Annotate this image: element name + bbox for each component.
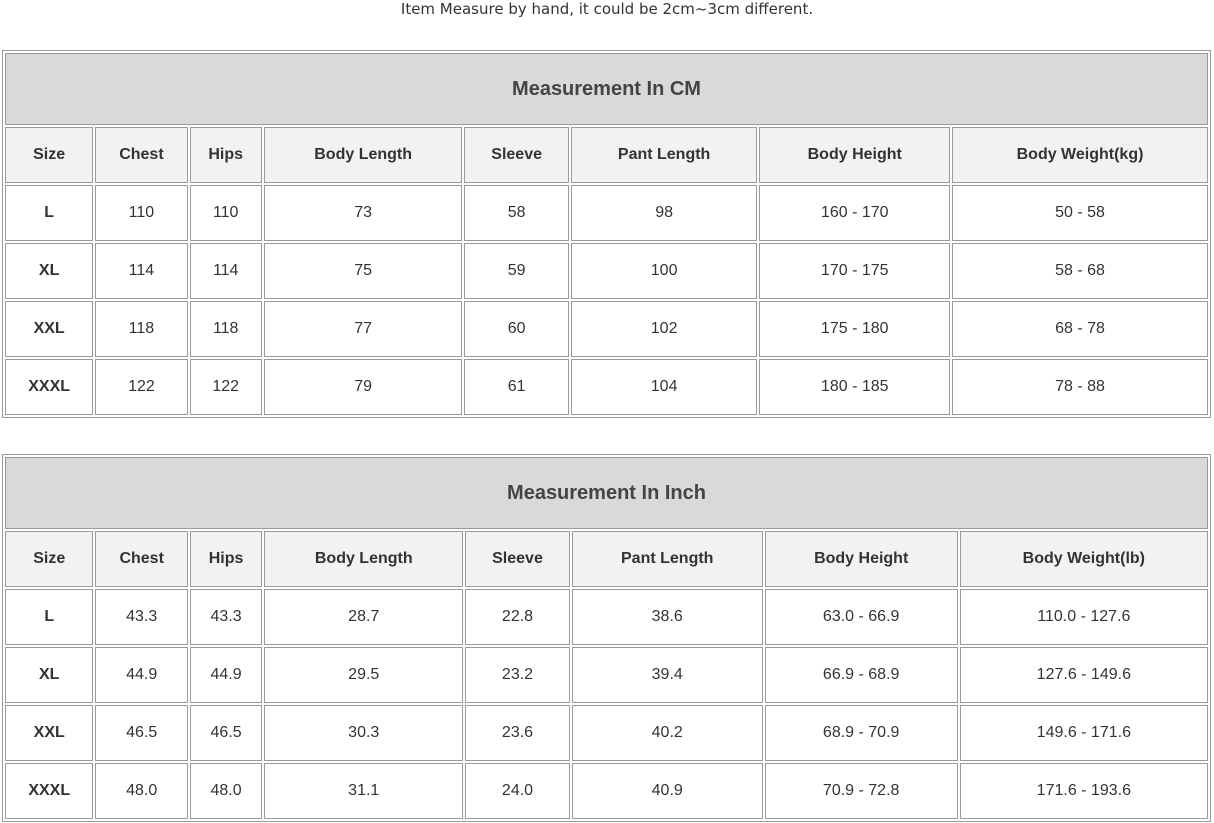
measure-cell: 40.2 <box>572 705 763 761</box>
measure-cell: 40.9 <box>572 763 763 819</box>
measure-cell: 78 - 88 <box>952 359 1208 415</box>
column-header: Pant Length <box>571 127 758 183</box>
measure-cell: 79 <box>264 359 463 415</box>
measure-cell: 22.8 <box>465 589 570 645</box>
table-title: Measurement In Inch <box>5 457 1208 529</box>
measure-cell: 50 - 58 <box>952 185 1208 241</box>
column-header: Body Weight(kg) <box>952 127 1208 183</box>
column-header: Body Height <box>765 531 958 587</box>
measure-cell: 48.0 <box>190 763 262 819</box>
table-row <box>5 359 1208 415</box>
measure-cell: 38.6 <box>572 589 763 645</box>
table-row <box>5 243 1208 299</box>
measure-cell: 29.5 <box>264 647 463 703</box>
column-header: Body Weight(lb) <box>960 531 1208 587</box>
measure-cell: 104 <box>571 359 758 415</box>
column-header: Body Length <box>264 127 463 183</box>
table-row <box>5 185 1208 241</box>
measure-cell: 58 - 68 <box>952 243 1208 299</box>
column-header: Sleeve <box>465 531 570 587</box>
measure-cell: 75 <box>264 243 463 299</box>
measure-cell: 31.1 <box>264 763 463 819</box>
measure-cell: 175 - 180 <box>759 301 950 357</box>
table-header-row <box>5 531 1208 587</box>
column-header: Pant Length <box>572 531 763 587</box>
table-row <box>5 589 1208 645</box>
table-title: Measurement In CM <box>5 53 1208 125</box>
measure-cell: 39.4 <box>572 647 763 703</box>
measure-cell: 110.0 - 127.6 <box>960 589 1208 645</box>
table-row <box>5 705 1208 761</box>
column-header: Hips <box>190 531 262 587</box>
measure-cell: 23.6 <box>465 705 570 761</box>
measurement-note: Item Measure by hand, it could be 2cm~3cm different. <box>400 0 814 18</box>
measure-cell: 68 - 78 <box>952 301 1208 357</box>
measure-cell: 70.9 - 72.8 <box>765 763 958 819</box>
table-row <box>5 647 1208 703</box>
measure-cell: 59 <box>464 243 568 299</box>
column-header: Chest <box>95 531 187 587</box>
size-cell: XXL <box>5 705 93 761</box>
size-cell: XXXL <box>5 763 93 819</box>
column-header: Hips <box>190 127 262 183</box>
measure-cell: 114 <box>95 243 187 299</box>
table-row <box>5 763 1208 819</box>
measure-cell: 44.9 <box>190 647 262 703</box>
measure-cell: 30.3 <box>264 705 463 761</box>
measure-cell: 98 <box>571 185 758 241</box>
measure-cell: 23.2 <box>465 647 570 703</box>
measure-cell: 122 <box>190 359 262 415</box>
size-cell: L <box>5 589 93 645</box>
measure-cell: 58 <box>464 185 568 241</box>
measure-cell: 43.3 <box>190 589 262 645</box>
measure-cell: 100 <box>571 243 758 299</box>
table-header-row <box>5 127 1208 183</box>
measure-cell: 180 - 185 <box>759 359 950 415</box>
measure-cell: 114 <box>190 243 262 299</box>
size-cell: XL <box>5 647 93 703</box>
size-cell: XXL <box>5 301 93 357</box>
measure-cell: 43.3 <box>95 589 187 645</box>
measure-cell: 46.5 <box>190 705 262 761</box>
measure-cell: 102 <box>571 301 758 357</box>
measure-cell: 118 <box>95 301 187 357</box>
column-header: Body Height <box>759 127 950 183</box>
column-header: Size <box>5 127 93 183</box>
measure-cell: 44.9 <box>95 647 187 703</box>
measure-cell: 24.0 <box>465 763 570 819</box>
measure-cell: 63.0 - 66.9 <box>765 589 958 645</box>
column-header: Sleeve <box>464 127 568 183</box>
measure-cell: 28.7 <box>264 589 463 645</box>
size-cell: L <box>5 185 93 241</box>
measure-cell: 110 <box>190 185 262 241</box>
measure-cell: 170 - 175 <box>759 243 950 299</box>
column-header: Body Length <box>264 531 463 587</box>
size-cell: XXXL <box>5 359 93 415</box>
measure-cell: 171.6 - 193.6 <box>960 763 1208 819</box>
column-header: Size <box>5 531 93 587</box>
measure-cell: 61 <box>464 359 568 415</box>
measure-cell: 118 <box>190 301 262 357</box>
measure-cell: 66.9 - 68.9 <box>765 647 958 703</box>
measure-cell: 48.0 <box>95 763 187 819</box>
size-cell: XL <box>5 243 93 299</box>
measure-cell: 73 <box>264 185 463 241</box>
measure-cell: 122 <box>95 359 187 415</box>
measure-cell: 127.6 - 149.6 <box>960 647 1208 703</box>
measure-cell: 68.9 - 70.9 <box>765 705 958 761</box>
measure-cell: 149.6 - 171.6 <box>960 705 1208 761</box>
size-table-cm <box>2 50 1211 418</box>
table-row <box>5 301 1208 357</box>
measure-cell: 160 - 170 <box>759 185 950 241</box>
measure-cell: 77 <box>264 301 463 357</box>
measure-cell: 46.5 <box>95 705 187 761</box>
measure-cell: 60 <box>464 301 568 357</box>
size-table-inch <box>2 454 1211 822</box>
column-header: Chest <box>95 127 187 183</box>
measure-cell: 110 <box>95 185 187 241</box>
